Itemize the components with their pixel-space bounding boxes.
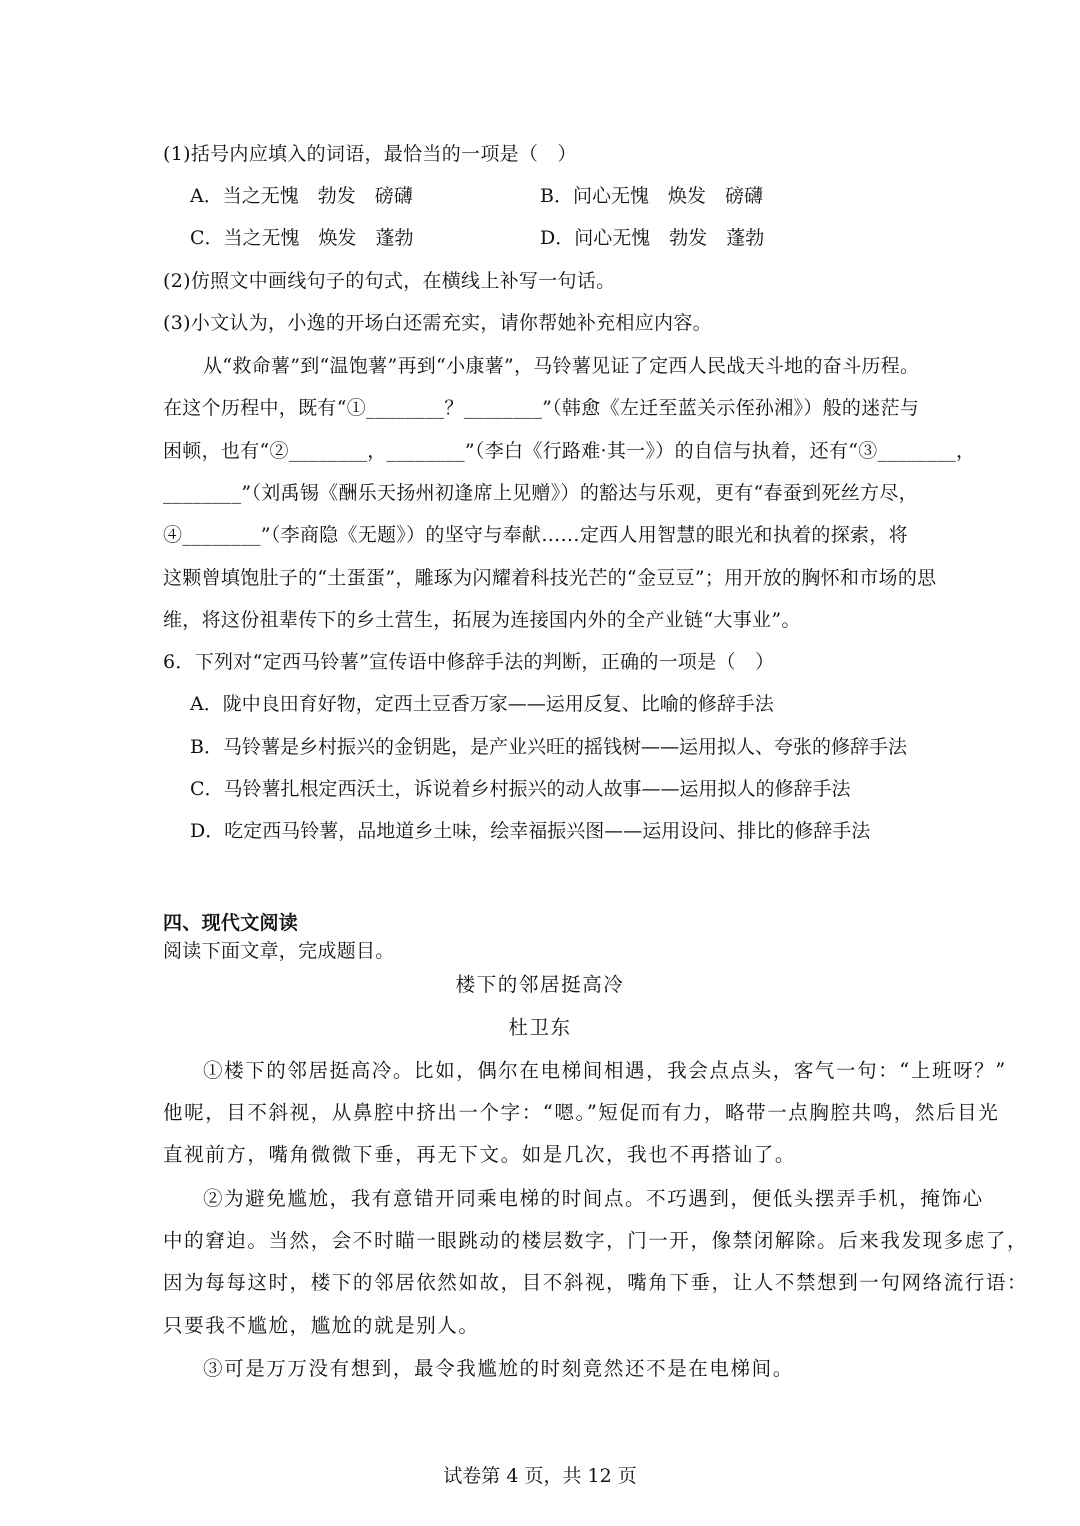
q5-passage-line: 维，将这份祖辈传下的乡土营生，拓展为连接国内外的全产业链“大事业”。 bbox=[163, 609, 801, 631]
article-author: 杜卫东 bbox=[508, 1016, 572, 1039]
article-title: 楼下的邻居挺高冷 bbox=[455, 973, 625, 996]
article-line: 他呢，目不斜视，从鼻腔中挤出一个字：“嗯。”短促而有力，略带一点胸腔共鸣，然后目光 bbox=[163, 1101, 1000, 1124]
q5-passage-line: 在这个历程中，既有“①________？________”（韩愈《左迁至蓝关示侄孙湘》）般的迷茫与 bbox=[163, 397, 920, 419]
article-line: ①楼下的邻居挺高冷。比如，偶尔在电梯间相遇，我会点点头，客气一句：“上班呀？” bbox=[203, 1059, 1007, 1082]
section-instruction: 阅读下面文章，完成题目。 bbox=[163, 940, 395, 962]
q5-passage-line: 困顿，也有“②________，________”（李白《行路难·其一》）的自信与执着，还有“③________， bbox=[163, 440, 976, 462]
article-line: 中的窘迫。当然，会不时瞄一眼跳动的楼层数字，门一开，像禁闭解除。后来我发现多虑了， bbox=[163, 1229, 1029, 1252]
q5-sub1-option-b: B．问心无愧 焕发 磅礴 bbox=[540, 185, 763, 207]
q5-sub1-option-a: A．当之无愧 勃发 磅礴 bbox=[190, 185, 413, 207]
q6-option-b: B．马铃薯是乡村振兴的金钥匙，是产业兴旺的摇钱树——运用拟人、夸张的修辞手法 bbox=[190, 736, 907, 758]
article-line: 直视前方，嘴角微微下垂，再无下文。如是几次，我也不再搭讪了。 bbox=[163, 1143, 797, 1166]
q6-option-d: D．吃定西马铃薯，品地道乡土味，绘幸福振兴图——运用设问、排比的修辞手法 bbox=[190, 820, 871, 842]
q5-passage-line: 从“救命薯”到“温饱薯”再到“小康薯”，马铃薯见证了定西人民战天斗地的奋斗历程。 bbox=[203, 355, 920, 377]
q6-option-a: A．陇中良田育好物，定西土豆香万家——运用反复、比喻的修辞手法 bbox=[190, 693, 774, 715]
q6-option-c: C．马铃薯扎根定西沃土，诉说着乡村振兴的动人故事——运用拟人的修辞手法 bbox=[190, 778, 851, 800]
article-line: ③可是万万没有想到，最令我尴尬的时刻竟然还不是在电梯间。 bbox=[203, 1357, 794, 1380]
q6-stem: 6．下列对“定西马铃薯”宣传语中修辞手法的判断，正确的一项是（ ） bbox=[163, 651, 775, 673]
article-line: ②为避免尴尬，我有意错开同乘电梯的时间点。不巧遇到，便低头摆弄手机，掩饰心 bbox=[203, 1187, 984, 1210]
q5-passage-line: 这颗曾填饱肚子的“土蛋蛋”，雕琢为闪耀着科技光芒的“金豆豆”；用开放的胸怀和市场的思 bbox=[163, 567, 937, 589]
q5-sub1-option-d: D．问心无愧 勃发 蓬勃 bbox=[540, 227, 765, 249]
q5-passage-line: ________”（刘禹锡《酬乐天扬州初逢席上见赠》）的豁达与乐观，更有“春蚕到死丝方尽， bbox=[163, 482, 918, 504]
q5-sub1-stem: (1)括号内应填入的词语，最恰当的一项是（ ） bbox=[163, 143, 577, 165]
section-heading: 四、现代文阅读 bbox=[163, 912, 299, 934]
article-line: 因为每每这时，楼下的邻居依然如故，目不斜视，嘴角下垂，让人不禁想到一句网络流行语： bbox=[163, 1271, 1029, 1294]
q5-sub1-option-c: C．当之无愧 焕发 蓬勃 bbox=[190, 227, 414, 249]
q5-sub3: (3)小文认为，小逸的开场白还需充实，请你帮她补充相应内容。 bbox=[163, 312, 712, 334]
q5-passage-line: ④________”（李商隐《无题》）的坚守与奉献……定西人用智慧的眼光和执着的探索，将 bbox=[163, 524, 908, 546]
q5-sub2: (2)仿照文中画线句子的句式，在横线上补写一句话。 bbox=[163, 270, 616, 292]
article-line: 只要我不尴尬，尴尬的就是别人。 bbox=[163, 1314, 480, 1337]
page-footer: 试卷第 4 页，共 12 页 bbox=[443, 1465, 637, 1487]
